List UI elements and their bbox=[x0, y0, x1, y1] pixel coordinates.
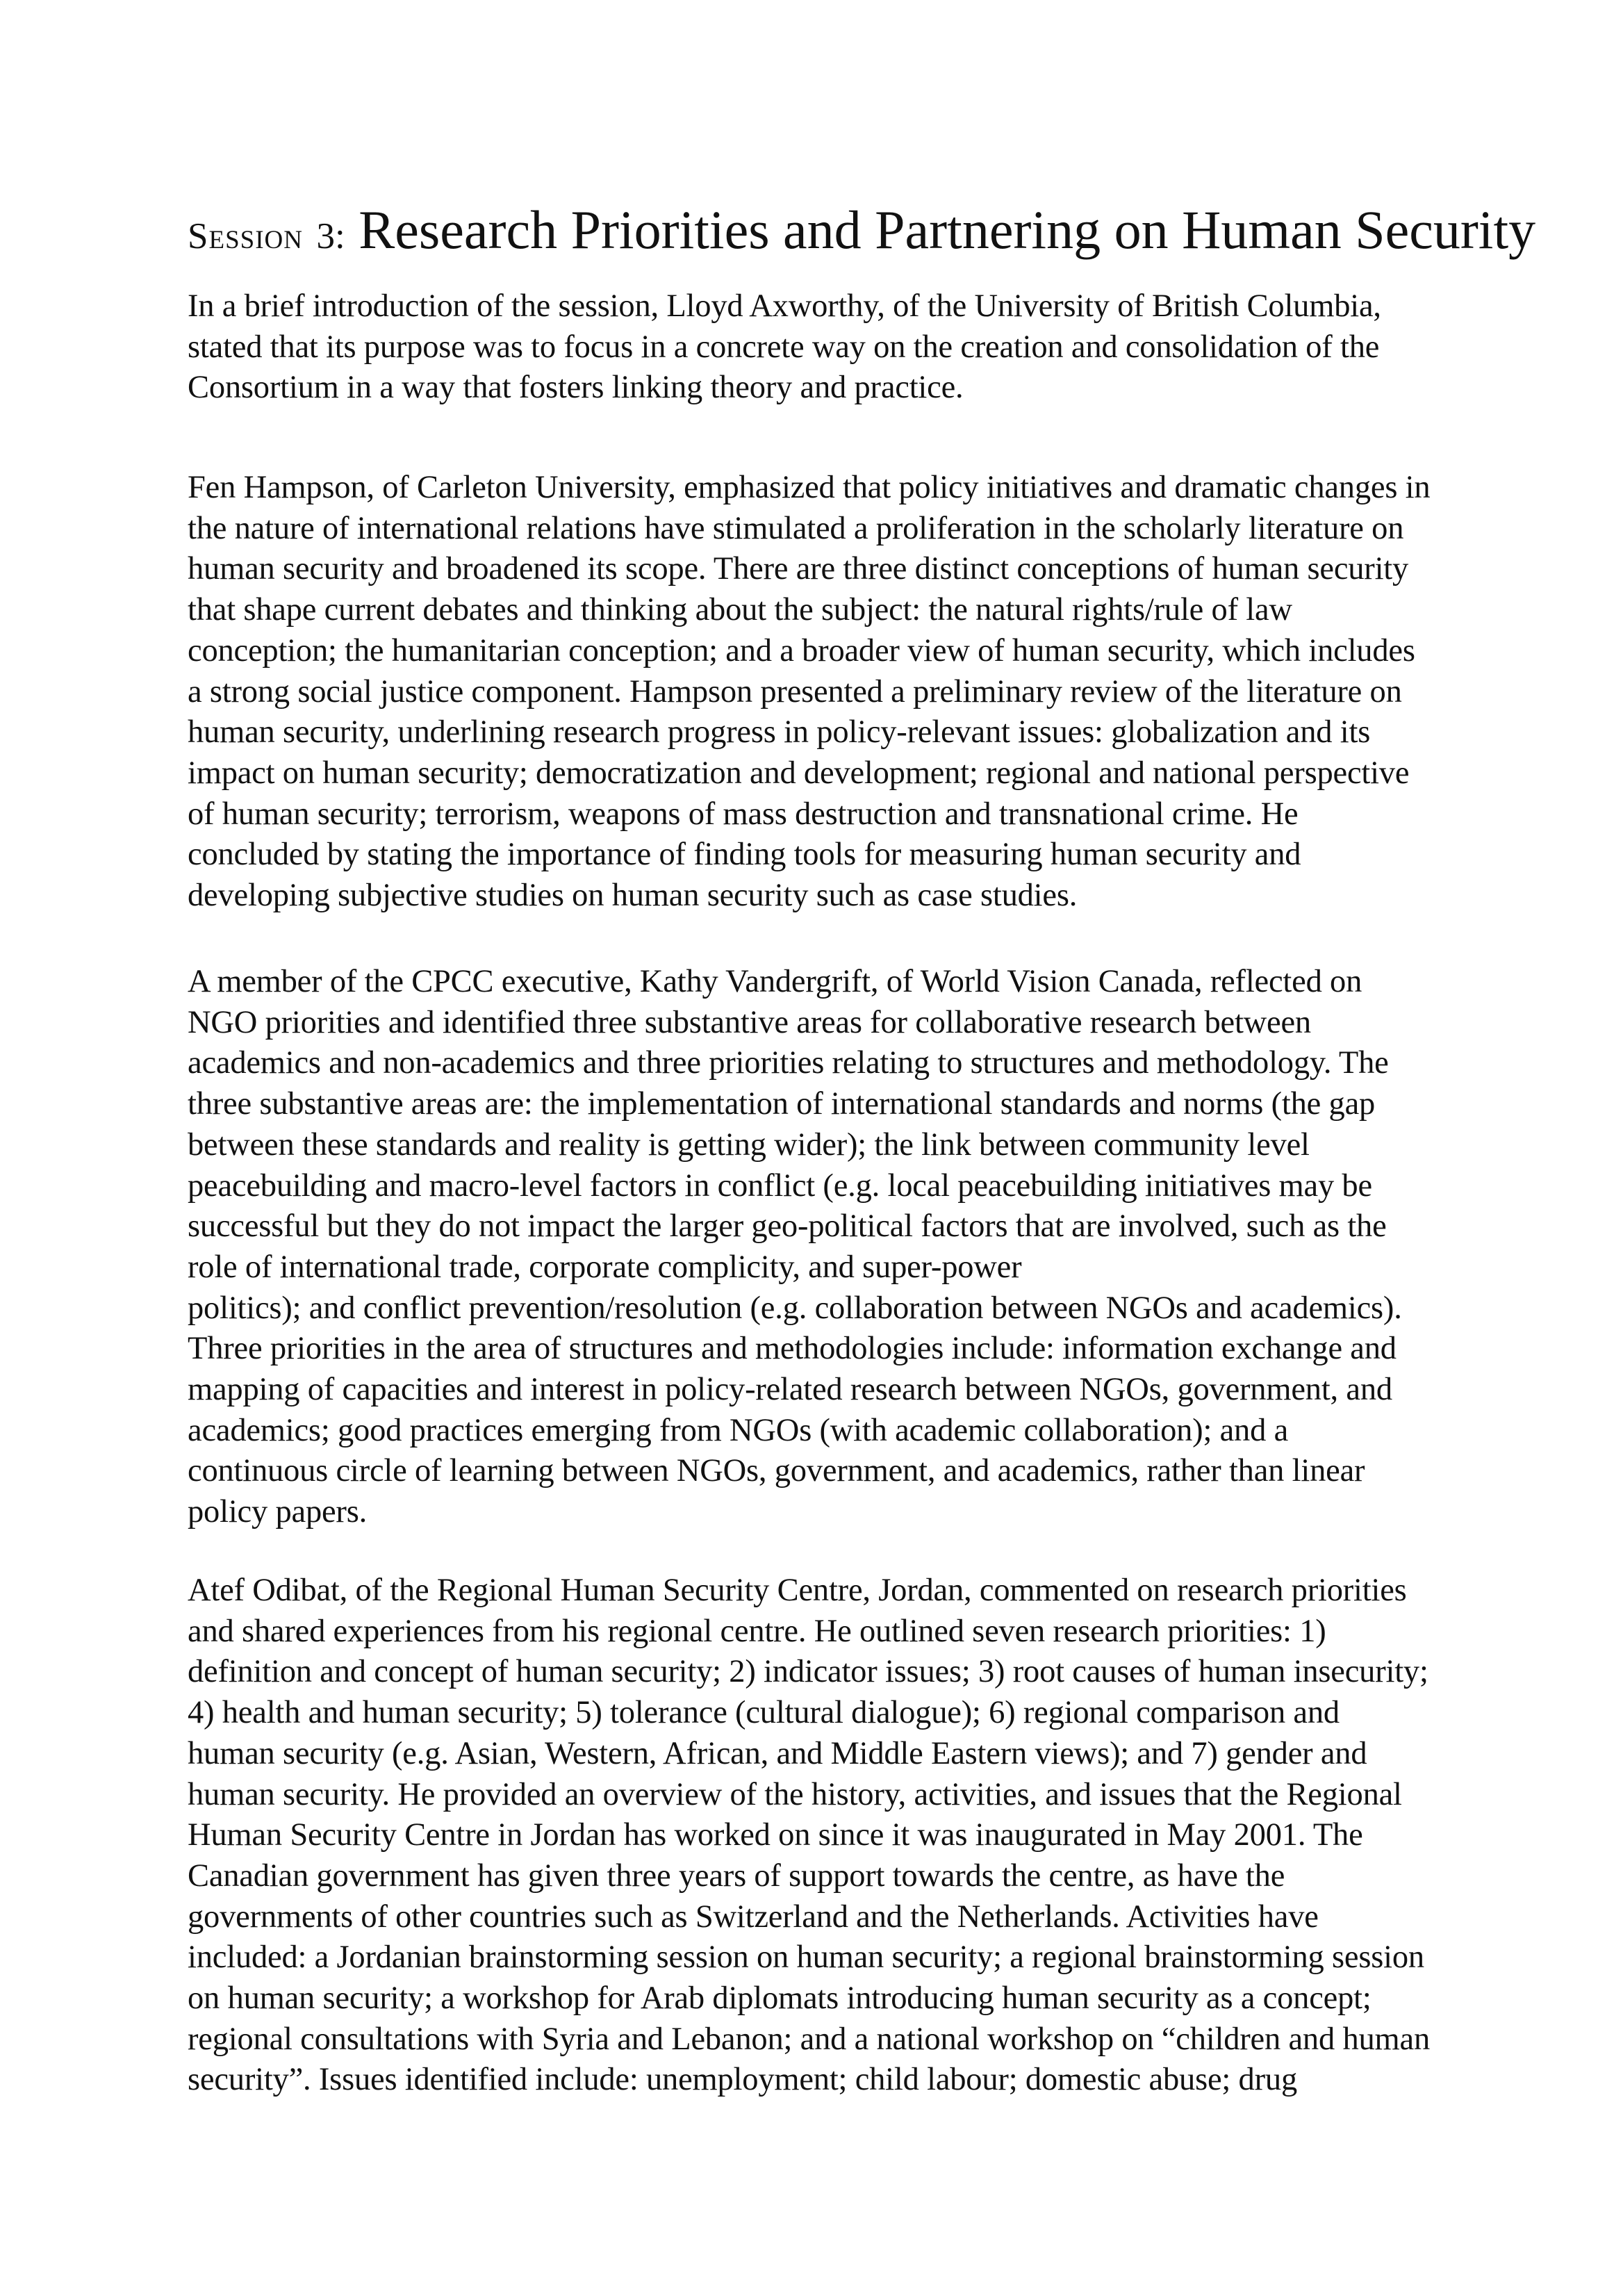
paragraph-line: included: a Jordanian brainstorming session on human security; a regional brainstorming session bbox=[188, 1940, 1424, 1976]
paragraph-line: continuous circle of learning between NGOs, government, and academics, rather than linear bbox=[188, 1453, 1365, 1489]
paragraph-line: Consortium in a way that fosters linking theory and practice. bbox=[188, 370, 964, 406]
paragraph-line: Atef Odibat, of the Regional Human Security Centre, Jordan, commented on research priorities bbox=[188, 1573, 1407, 1608]
paragraph-line: Fen Hampson, of Carleton University, emphasized that policy initiatives and dramatic changes in bbox=[188, 470, 1431, 505]
paragraph-1 bbox=[188, 286, 1381, 409]
paragraph-line: politics); and conflict prevention/resolution (e.g. collaboration between NGOs and academics). bbox=[188, 1290, 1402, 1326]
paragraph-line: academics; good practices emerging from NGOs (with academic collaboration); and a bbox=[188, 1412, 1289, 1448]
paragraph-line: human security, underlining research progress in policy-relevant issues: globalization and its bbox=[188, 714, 1371, 751]
paragraph-line: human security and broadened its scope. There are three distinct conceptions of human security bbox=[188, 551, 1409, 587]
paragraph-line: impact on human security; democratization and development; regional and national perspective bbox=[188, 755, 1410, 791]
paragraph-line: the nature of international relations have stimulated a proliferation in the scholarly literature on bbox=[188, 510, 1404, 546]
session-title: Research Priorities and Partnering on Human Security bbox=[359, 199, 1536, 260]
paragraph-line: concluded by stating the importance of finding tools for measuring human security and bbox=[188, 837, 1301, 873]
paragraph-line: human security (e.g. Asian, Western, African, and Middle Eastern views); and 7) gender and bbox=[188, 1735, 1367, 1771]
paragraph-line: definition and concept of human security; 2) indicator issues; 3) root causes of human insecurity; bbox=[188, 1654, 1428, 1690]
paragraph-line: that shape current debates and thinking about the subject: the natural rights/rule of law bbox=[188, 592, 1292, 628]
paragraph-line: of human security; terrorism, weapons of mass destruction and transnational crime. He bbox=[188, 796, 1299, 832]
paragraph-line: developing subjective studies on human security such as case studies. bbox=[188, 878, 1078, 914]
paragraph-line: stated that its purpose was to focus in a concrete way on the creation and consolidation of the bbox=[188, 329, 1380, 365]
paragraph-line: policy papers. bbox=[188, 1494, 368, 1530]
paragraph-line: peacebuilding and macro-level factors in conflict (e.g. local peacebuilding initiatives may be bbox=[188, 1167, 1372, 1204]
paragraph-4 bbox=[188, 1571, 1430, 2101]
paragraph-line: 4) health and human security; 5) tolerance (cultural dialogue); 6) regional comparison and bbox=[188, 1695, 1340, 1731]
paragraph-line: academics and non-academics and three priorities relating to structures and methodology. The bbox=[188, 1045, 1389, 1081]
paragraph-line: role of international trade, corporate complicity, and super-power bbox=[188, 1249, 1022, 1285]
session-heading bbox=[188, 199, 1570, 260]
paragraph-line: successful but they do not impact the larger geo-political factors that are involved, such as the bbox=[188, 1208, 1387, 1245]
paragraph-2 bbox=[188, 468, 1430, 917]
paragraph-line: Three priorities in the area of structures and methodologies include: information exchange and bbox=[188, 1331, 1397, 1367]
paragraph-line: regional consultations with Syria and Lebanon; and a national workshop on “children and human bbox=[188, 2021, 1430, 2057]
paragraph-line: on human security; a workshop for Arab diplomats introducing human security as a concept; bbox=[188, 1981, 1372, 2017]
paragraph-line: In a brief introduction of the session, Lloyd Axworthy, of the University of British Columbia, bbox=[188, 288, 1381, 324]
paragraph-line: three substantive areas are: the implementation of international standards and norms (the gap bbox=[188, 1086, 1376, 1122]
paragraph-line: security”. Issues identified include: unemployment; child labour; domestic abuse; drug bbox=[188, 2062, 1297, 2098]
session-label: Session bbox=[188, 216, 303, 256]
paragraph-line: mapping of capacities and interest in policy-related research between NGOs, government, and bbox=[188, 1372, 1392, 1408]
document-page bbox=[188, 199, 1570, 260]
paragraph-line: A member of the CPCC executive, Kathy Vandergrift, of World Vision Canada, reflected on bbox=[188, 964, 1362, 999]
session-number: 3: bbox=[316, 216, 345, 256]
paragraph-line: between these standards and reality is getting wider); the link between community level bbox=[188, 1126, 1310, 1163]
paragraph-line: governments of other countries such as Switzerland and the Netherlands. Activities have bbox=[188, 1899, 1319, 1935]
paragraph-line: Human Security Centre in Jordan has worked on since it was inaugurated in May 2001. The bbox=[188, 1817, 1363, 1853]
paragraph-line: a strong social justice component. Hampson presented a preliminary review of the literature on bbox=[188, 673, 1402, 710]
paragraph-line: NGO priorities and identified three substantive areas for collaborative research between bbox=[188, 1004, 1311, 1040]
paragraph-line: human security. He provided an overview of the history, activities, and issues that the Regional bbox=[188, 1776, 1402, 1812]
paragraph-line: and shared experiences from his regional centre. He outlined seven research priorities: 1) bbox=[188, 1613, 1326, 1649]
paragraph-3 bbox=[188, 962, 1402, 1533]
paragraph-line: Canadian government has given three years of support towards the centre, as have the bbox=[188, 1858, 1285, 1894]
paragraph-line: conception; the humanitarian conception; and a broader view of human security, which includes bbox=[188, 632, 1415, 669]
